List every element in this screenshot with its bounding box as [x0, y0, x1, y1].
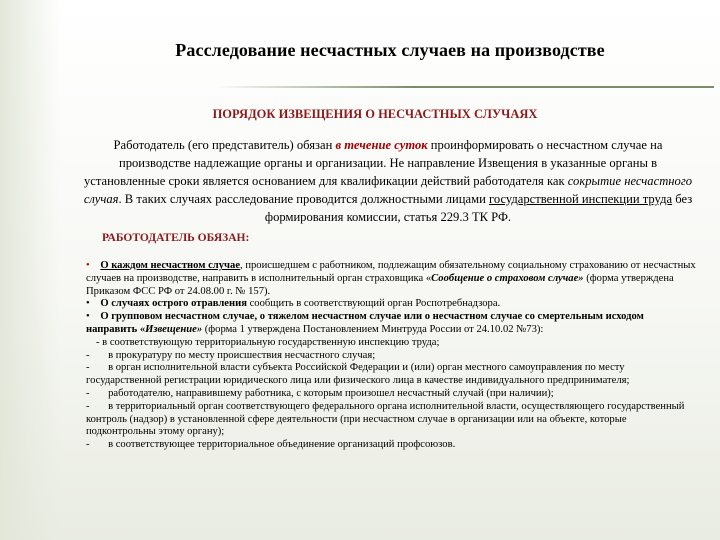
slide-left-gradient: [0, 0, 60, 540]
item-group-accident: • О групповом несчастном случае, о тяжелом несчастном случае или о несчастном случае со смертельным исходом направить «Извещение» (форма 1 утверждена Постановлением Минтруда России от 24.10.02 №73):: [86, 311, 644, 335]
intro-deadline: в течение суток: [335, 138, 428, 152]
bullet-icon: •: [86, 311, 90, 323]
recipient-regional-authority: - в орган исполнительной власти субъекта Российской Федерации и (или) орган местного самоуправления по месту государственной регистрации юридического лица или физического лица в качестве индивидуального предпринимателя;: [86, 362, 630, 387]
recipient-labor-inspection: - в соответствующую территориальную государственную инспекцию труда;: [96, 336, 440, 348]
intro-text-1: Работодатель (его представитель) обязан: [113, 138, 336, 152]
slide-title: Расследование несчастных случаев на производстве: [175, 40, 605, 60]
obligation-details: [86, 260, 696, 452]
intro-concealment: сокрытие несчастного случая: [83, 174, 693, 206]
item-poisoning: • О случаях острого отравления сообщить в соответствующий орган Роспотребнадзора.: [86, 298, 501, 310]
intro-text-2: проинформировать о несчастном случае на производстве надлежащие органы и организации. Не направление Извещения в указанные органы в установленные сроки является основанием для квалификации действий работодателя как: [83, 138, 663, 188]
bullet-icon: •: [86, 298, 90, 310]
intro-text-3: . В таких случаях расследование проводится должностными лицами: [118, 192, 489, 206]
employer-obligation-heading: РАБОТОДАТЕЛЬ ОБЯЗАН:: [102, 232, 250, 244]
bullet-icon: •: [86, 260, 90, 271]
intro-labor-inspection: государственной инспекции труда: [488, 192, 673, 206]
recipient-employer: - работодателю, направившему работника, с которым произошел несчастный случай (при наличии);: [86, 387, 554, 399]
intro-text-4: без формирования комиссии, статья 229.3 ТК РФ.: [264, 192, 693, 224]
recipient-federal-authority: - в территориальный орган соответствующего федерального органа исполнительной власти, осуществляющего государственный контроль (надзор) в установленной сфере деятельности (при несчастном случае в организации или на объекте, которые подконтрольны этому органу);: [86, 400, 688, 438]
section-subtitle: ПОРЯДОК ИЗВЕЩЕНИЯ О НЕСЧАСТНЫХ СЛУЧАЯХ: [212, 107, 538, 121]
item-every-accident: • О каждом несчастном случае, происшедшем с работником, подлежащим обязательному социальному страхованию от несчастных случаев на производстве, направить в исполнительный орган страховщика «Сообщение о страховом случае» (форма утверждена Приказом ФСС РФ от 24.08.00 г. № 157).: [86, 260, 696, 297]
intro-paragraph: [80, 136, 696, 226]
title-divider: [215, 86, 714, 88]
recipient-trade-unions: - в соответствующее территориальное объединение организаций профсоюзов.: [86, 439, 456, 451]
recipient-prosecutor: - в прокуратуру по месту происшествия несчастного случая;: [86, 349, 376, 361]
